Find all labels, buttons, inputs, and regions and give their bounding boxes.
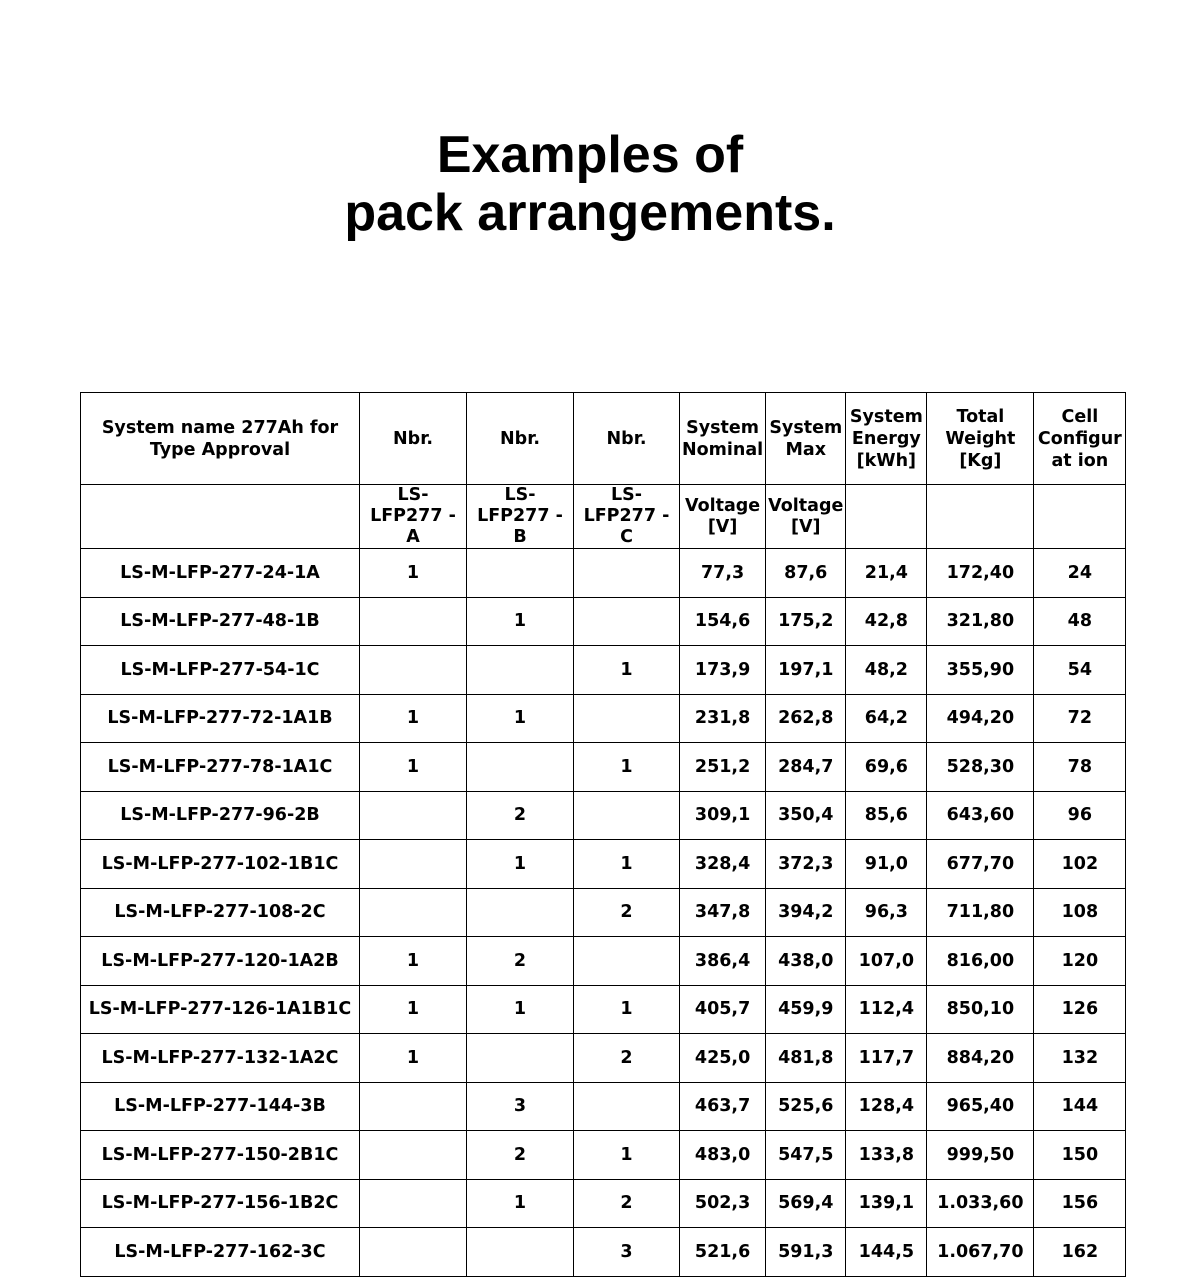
cell-config-cell: 156 — [1034, 1179, 1126, 1228]
module-a-count-cell: 1 — [360, 743, 467, 792]
module-a-count-cell: 1 — [360, 549, 467, 598]
module-a-count-cell — [360, 791, 467, 840]
module-b-count-cell — [467, 1228, 574, 1277]
module-b-count-cell — [467, 743, 574, 792]
nominal-voltage-cell: 154,6 — [680, 597, 766, 646]
weight-cell: 816,00 — [927, 937, 1034, 986]
cell-config-cell: 108 — [1034, 888, 1126, 937]
module-c-count-cell — [574, 549, 680, 598]
module-a-count-cell: 1 — [360, 937, 467, 986]
energy-cell: 64,2 — [846, 694, 927, 743]
header-row-1 — [81, 393, 1126, 485]
header-nbr-b: Nbr. — [467, 393, 574, 485]
module-c-count-cell: 1 — [574, 1131, 680, 1180]
system-name-cell: LS-M-LFP-277-96-2B — [81, 791, 360, 840]
header-system-max: System Max — [766, 393, 846, 485]
max-voltage-cell: 394,2 — [766, 888, 846, 937]
table-row — [81, 743, 1126, 792]
module-a-count-cell — [360, 1082, 467, 1131]
nominal-voltage-cell: 386,4 — [680, 937, 766, 986]
weight-cell: 1.033,60 — [927, 1179, 1034, 1228]
module-c-count-cell — [574, 1082, 680, 1131]
energy-cell: 48,2 — [846, 646, 927, 695]
energy-cell: 107,0 — [846, 937, 927, 986]
cell-config-cell: 24 — [1034, 549, 1126, 598]
table-row — [81, 694, 1126, 743]
max-voltage-cell: 87,6 — [766, 549, 846, 598]
energy-cell: 96,3 — [846, 888, 927, 937]
cell-config-cell: 120 — [1034, 937, 1126, 986]
cell-config-cell: 48 — [1034, 597, 1126, 646]
weight-cell: 355,90 — [927, 646, 1034, 695]
weight-cell: 999,50 — [927, 1131, 1034, 1180]
max-voltage-cell: 481,8 — [766, 1034, 846, 1083]
table-row — [81, 937, 1126, 986]
max-voltage-cell: 262,8 — [766, 694, 846, 743]
module-a-count-cell — [360, 646, 467, 695]
subheader-max-voltage: Voltage [V] — [766, 485, 846, 549]
weight-cell: 850,10 — [927, 985, 1034, 1034]
header-nbr-c: Nbr. — [574, 393, 680, 485]
nominal-voltage-cell: 328,4 — [680, 840, 766, 889]
nominal-voltage-cell: 173,9 — [680, 646, 766, 695]
energy-cell: 91,0 — [846, 840, 927, 889]
module-c-count-cell: 1 — [574, 985, 680, 1034]
module-b-count-cell: 3 — [467, 1082, 574, 1131]
system-name-cell: LS-M-LFP-277-102-1B1C — [81, 840, 360, 889]
system-name-cell: LS-M-LFP-277-150-2B1C — [81, 1131, 360, 1180]
energy-cell: 117,7 — [846, 1034, 927, 1083]
max-voltage-cell: 525,6 — [766, 1082, 846, 1131]
cell-config-cell: 144 — [1034, 1082, 1126, 1131]
nominal-voltage-cell: 502,3 — [680, 1179, 766, 1228]
table-row — [81, 549, 1126, 598]
weight-cell: 528,30 — [927, 743, 1034, 792]
module-b-count-cell: 1 — [467, 694, 574, 743]
energy-cell: 133,8 — [846, 1131, 927, 1180]
table-row — [81, 840, 1126, 889]
module-b-count-cell: 2 — [467, 1131, 574, 1180]
cell-config-cell: 162 — [1034, 1228, 1126, 1277]
nominal-voltage-cell: 347,8 — [680, 888, 766, 937]
max-voltage-cell: 197,1 — [766, 646, 846, 695]
nominal-voltage-cell: 463,7 — [680, 1082, 766, 1131]
energy-cell: 128,4 — [846, 1082, 927, 1131]
weight-cell: 172,40 — [927, 549, 1034, 598]
nominal-voltage-cell: 521,6 — [680, 1228, 766, 1277]
max-voltage-cell: 372,3 — [766, 840, 846, 889]
nominal-voltage-cell: 77,3 — [680, 549, 766, 598]
header-system-name: System name 277Ah for Type Approval — [81, 393, 360, 485]
system-name-cell: LS-M-LFP-277-156-1B2C — [81, 1179, 360, 1228]
header-nbr-a: Nbr. — [360, 393, 467, 485]
system-name-cell: LS-M-LFP-277-24-1A — [81, 549, 360, 598]
weight-cell: 1.067,70 — [927, 1228, 1034, 1277]
cell-config-cell: 78 — [1034, 743, 1126, 792]
table-row — [81, 1034, 1126, 1083]
header-system-nominal: System Nominal — [680, 393, 766, 485]
system-name-cell: LS-M-LFP-277-54-1C — [81, 646, 360, 695]
energy-cell: 69,6 — [846, 743, 927, 792]
weight-cell: 494,20 — [927, 694, 1034, 743]
subheader-nominal-voltage: Voltage [V] — [680, 485, 766, 549]
subheader-cell-config — [1034, 485, 1126, 549]
nominal-voltage-cell: 405,7 — [680, 985, 766, 1034]
header-total-weight: Total Weight [Kg] — [927, 393, 1034, 485]
cell-config-cell: 102 — [1034, 840, 1126, 889]
module-a-count-cell — [360, 1131, 467, 1180]
module-a-count-cell: 1 — [360, 694, 467, 743]
subheader-module-c: LS-LFP277 - C — [574, 485, 680, 549]
header-system-energy: System Energy [kWh] — [846, 393, 927, 485]
table-row — [81, 1131, 1126, 1180]
system-name-cell: LS-M-LFP-277-162-3C — [81, 1228, 360, 1277]
module-a-count-cell — [360, 1179, 467, 1228]
energy-cell: 85,6 — [846, 791, 927, 840]
module-a-count-cell: 1 — [360, 985, 467, 1034]
energy-cell: 144,5 — [846, 1228, 927, 1277]
nominal-voltage-cell: 251,2 — [680, 743, 766, 792]
cell-config-cell: 150 — [1034, 1131, 1126, 1180]
module-b-count-cell: 2 — [467, 937, 574, 986]
energy-cell: 112,4 — [846, 985, 927, 1034]
module-a-count-cell — [360, 888, 467, 937]
subheader-module-a: LS-LFP277 - A — [360, 485, 467, 549]
module-b-count-cell: 1 — [467, 840, 574, 889]
module-c-count-cell: 2 — [574, 888, 680, 937]
table-row — [81, 1179, 1126, 1228]
header-cell-configuration: Cell Configur at ion — [1034, 393, 1126, 485]
nominal-voltage-cell: 425,0 — [680, 1034, 766, 1083]
max-voltage-cell: 459,9 — [766, 985, 846, 1034]
table-row — [81, 888, 1126, 937]
page-title-line-1: Examples of — [436, 126, 744, 184]
cell-config-cell: 54 — [1034, 646, 1126, 695]
subheader-energy — [846, 485, 927, 549]
module-b-count-cell — [467, 549, 574, 598]
system-name-cell: LS-M-LFP-277-120-1A2B — [81, 937, 360, 986]
nominal-voltage-cell: 483,0 — [680, 1131, 766, 1180]
module-c-count-cell — [574, 937, 680, 986]
table-row — [81, 646, 1126, 695]
module-b-count-cell: 1 — [467, 597, 574, 646]
table-row — [81, 1082, 1126, 1131]
table-header — [81, 393, 1126, 549]
weight-cell: 677,70 — [927, 840, 1034, 889]
header-row-2 — [81, 485, 1126, 549]
subheader-system-name — [81, 485, 360, 549]
cell-config-cell: 132 — [1034, 1034, 1126, 1083]
module-b-count-cell: 1 — [467, 985, 574, 1034]
max-voltage-cell: 284,7 — [766, 743, 846, 792]
module-b-count-cell — [467, 1034, 574, 1083]
page-title — [0, 126, 1180, 242]
page-title-line-2: pack arrangements. — [344, 184, 836, 242]
energy-cell: 139,1 — [846, 1179, 927, 1228]
module-c-count-cell — [574, 791, 680, 840]
module-c-count-cell: 1 — [574, 646, 680, 695]
module-c-count-cell: 1 — [574, 743, 680, 792]
module-b-count-cell — [467, 888, 574, 937]
module-b-count-cell — [467, 646, 574, 695]
system-name-cell: LS-M-LFP-277-126-1A1B1C — [81, 985, 360, 1034]
table-row — [81, 1228, 1126, 1277]
cell-config-cell: 96 — [1034, 791, 1126, 840]
cell-config-cell: 126 — [1034, 985, 1126, 1034]
module-c-count-cell: 2 — [574, 1034, 680, 1083]
module-c-count-cell: 1 — [574, 840, 680, 889]
max-voltage-cell: 350,4 — [766, 791, 846, 840]
max-voltage-cell: 591,3 — [766, 1228, 846, 1277]
table-body — [81, 549, 1126, 1277]
cell-config-cell: 72 — [1034, 694, 1126, 743]
module-c-count-cell: 3 — [574, 1228, 680, 1277]
subheader-weight — [927, 485, 1034, 549]
weight-cell: 965,40 — [927, 1082, 1034, 1131]
nominal-voltage-cell: 231,8 — [680, 694, 766, 743]
module-c-count-cell — [574, 597, 680, 646]
module-a-count-cell: 1 — [360, 1034, 467, 1083]
table-row — [81, 597, 1126, 646]
module-b-count-cell: 1 — [467, 1179, 574, 1228]
table-row — [81, 791, 1126, 840]
weight-cell: 711,80 — [927, 888, 1034, 937]
table-row — [81, 985, 1126, 1034]
module-c-count-cell — [574, 694, 680, 743]
weight-cell: 884,20 — [927, 1034, 1034, 1083]
max-voltage-cell: 175,2 — [766, 597, 846, 646]
system-name-cell: LS-M-LFP-277-72-1A1B — [81, 694, 360, 743]
module-b-count-cell: 2 — [467, 791, 574, 840]
subheader-module-b: LS-LFP277 - B — [467, 485, 574, 549]
max-voltage-cell: 438,0 — [766, 937, 846, 986]
max-voltage-cell: 569,4 — [766, 1179, 846, 1228]
max-voltage-cell: 547,5 — [766, 1131, 846, 1180]
module-c-count-cell: 2 — [574, 1179, 680, 1228]
energy-cell: 21,4 — [846, 549, 927, 598]
nominal-voltage-cell: 309,1 — [680, 791, 766, 840]
system-name-cell: LS-M-LFP-277-144-3B — [81, 1082, 360, 1131]
weight-cell: 321,80 — [927, 597, 1034, 646]
system-name-cell: LS-M-LFP-277-108-2C — [81, 888, 360, 937]
module-a-count-cell — [360, 1228, 467, 1277]
module-a-count-cell — [360, 597, 467, 646]
system-name-cell: LS-M-LFP-277-48-1B — [81, 597, 360, 646]
system-name-cell: LS-M-LFP-277-132-1A2C — [81, 1034, 360, 1083]
system-name-cell: LS-M-LFP-277-78-1A1C — [81, 743, 360, 792]
pack-arrangements-table — [80, 392, 1126, 1277]
weight-cell: 643,60 — [927, 791, 1034, 840]
energy-cell: 42,8 — [846, 597, 927, 646]
module-a-count-cell — [360, 840, 467, 889]
